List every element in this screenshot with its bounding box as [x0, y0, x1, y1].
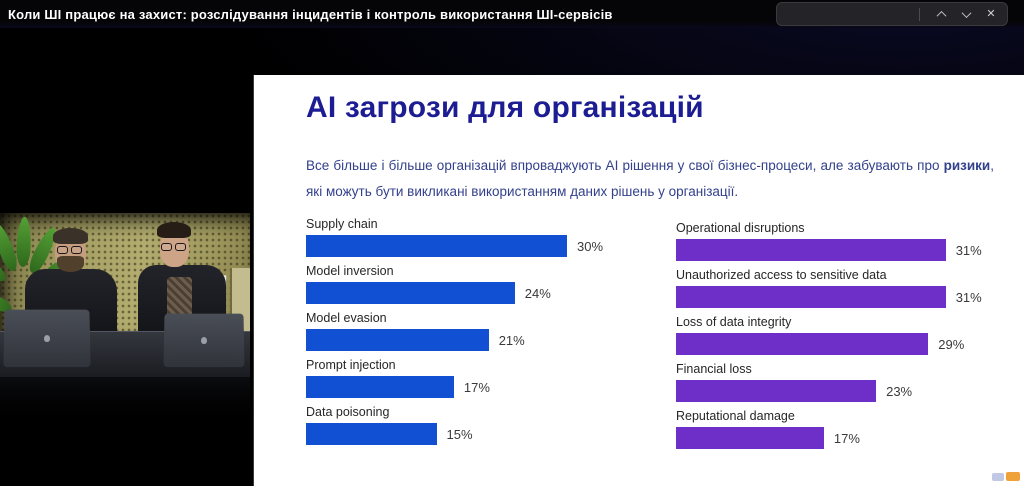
bar-value-label: 24%	[524, 285, 551, 301]
bar-category-label: Prompt injection	[306, 358, 396, 372]
bar-value-label: 17%	[833, 430, 860, 446]
bar-value-label: 29%	[938, 336, 965, 352]
bar	[676, 333, 928, 355]
paragraph-bold-word: ризики	[943, 158, 991, 173]
bar-value-label: 30%	[577, 238, 604, 254]
apple-logo-icon	[201, 337, 207, 344]
laptop-left	[3, 310, 90, 367]
bar-chart-ai-threats	[306, 217, 666, 452]
bar	[306, 423, 437, 445]
bar-value-label: 15%	[446, 426, 473, 442]
bar-row	[676, 315, 1024, 355]
bar	[676, 427, 824, 449]
bar-category-label: Data poisoning	[306, 405, 390, 419]
glasses	[57, 246, 82, 254]
bar	[676, 286, 946, 308]
brand-logo-badge	[1006, 472, 1020, 481]
chevron-up-icon[interactable]	[935, 8, 947, 20]
webcam-video-panel	[0, 213, 250, 425]
bar	[676, 239, 946, 261]
bar	[306, 282, 515, 304]
bar-category-label: Supply chain	[306, 217, 378, 231]
bar-row	[306, 264, 666, 304]
find-bar[interactable]	[776, 2, 1008, 26]
bar-category-label: Loss of data integrity	[676, 315, 792, 329]
bar-row	[676, 268, 1024, 308]
bar-category-label: Model inversion	[306, 264, 394, 278]
paragraph-text: Все більше і більше організацій впроваджують AI рішення у свої бізнес-процеси, але забувають про	[306, 158, 944, 173]
bar-row	[306, 405, 666, 445]
bar-category-label: Model evasion	[306, 311, 387, 325]
close-icon[interactable]: ✕	[986, 7, 996, 20]
bar-row	[306, 217, 666, 257]
bar-row	[676, 409, 1024, 449]
bar-value-label: 31%	[955, 289, 982, 305]
apple-logo-icon	[44, 335, 50, 342]
shared-slide	[253, 75, 1024, 486]
find-bar-divider	[919, 8, 920, 21]
laptop-right	[163, 314, 244, 367]
bar-row	[676, 362, 1024, 402]
bar-chart-business-impact	[676, 221, 1024, 456]
bar-category-label: Operational disruptions	[676, 221, 805, 235]
bar-value-label: 21%	[498, 332, 525, 348]
glasses	[161, 243, 186, 251]
bar-row	[306, 358, 666, 398]
video-title: Коли ШІ працює на захист: розслідування інцидентів і контроль використання ШІ-сервісів	[8, 6, 613, 22]
bar	[306, 329, 489, 351]
bar	[306, 235, 567, 257]
brand-logo	[992, 472, 1020, 481]
bar-row	[306, 311, 666, 351]
bar-category-label: Financial loss	[676, 362, 752, 376]
bar-row	[676, 221, 1024, 261]
bar-category-label: Reputational damage	[676, 409, 795, 423]
brand-logo-text	[992, 473, 1004, 481]
paragraph-text: , які можуть бути викликані використанням даних рішень у організації.	[306, 158, 994, 199]
slide-title: AI загрози для організацій	[306, 91, 704, 124]
bar-value-label: 23%	[886, 383, 913, 399]
bar	[676, 380, 876, 402]
bar	[306, 376, 454, 398]
chevron-down-icon[interactable]	[960, 8, 972, 20]
bar-category-label: Unauthorized access to sensitive data	[676, 268, 887, 282]
bar-value-label: 31%	[955, 242, 982, 258]
bar-value-label: 17%	[463, 379, 490, 395]
slide-paragraph	[306, 153, 994, 205]
video-fade	[0, 379, 250, 425]
